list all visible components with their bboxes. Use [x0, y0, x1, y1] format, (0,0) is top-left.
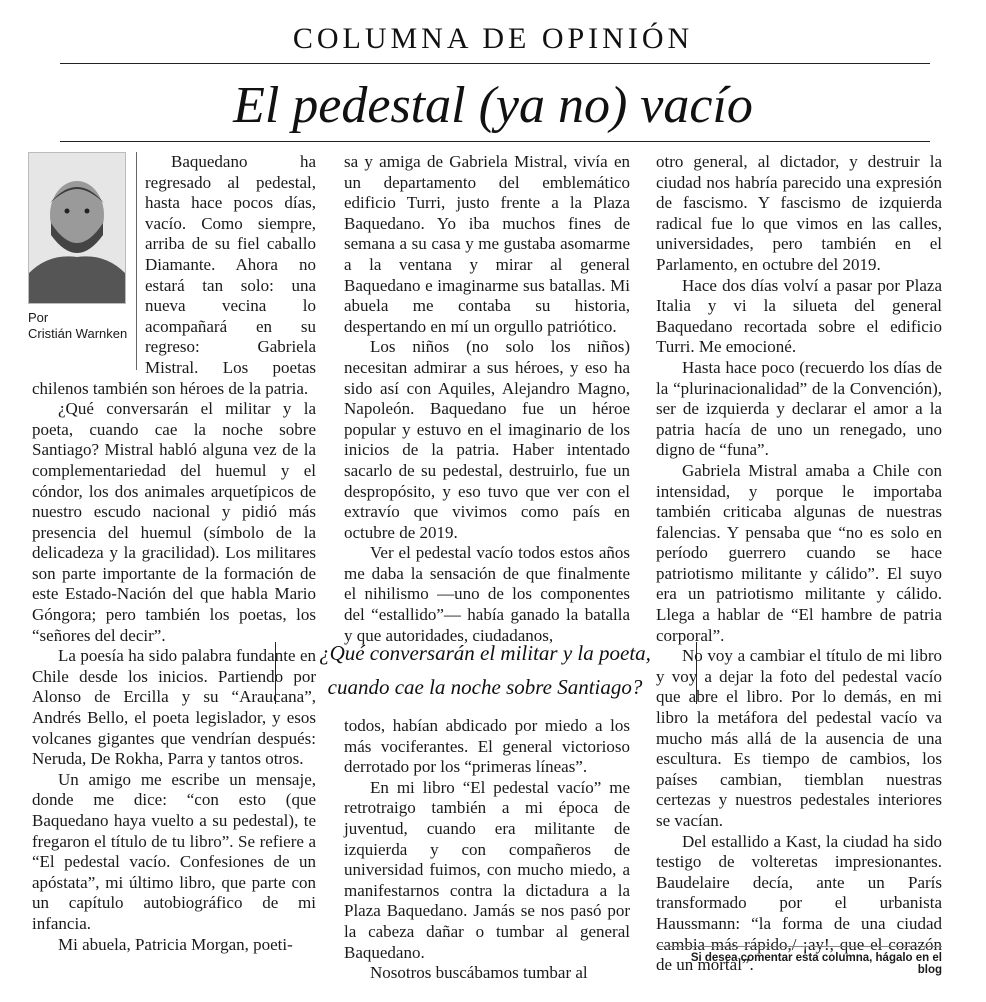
byline-author: Cristián Warnken	[28, 326, 128, 341]
divider	[60, 141, 930, 142]
paragraph: Los niños (no solo los niños) necesitan admirar a sus héroes, y eso ha sido así con Aquiles, Alejandro Magno, Napoleón. Baquedano fue un héroe popular y estuvo en el imaginario de los inicios de la patria. Haber intentado sacarlo de su pedestal, destruirlo, fue un despropósito, y eso tuvo que ver con el extravío que vivimos como país en octubre de 2019.	[344, 337, 630, 542]
section-title: COLUMNA DE OPINIÓN	[292, 22, 694, 55]
paragraph: Ver el pedestal vacío todos estos años me daba la sensación de que finalmente el nihilismo —uno de los componentes del “estallido”— había ganado la batalla y que autoridades, ciudadanos,	[344, 543, 630, 645]
footer-rule	[656, 946, 942, 947]
paragraph: La poesía ha sido palabra fundante en Chile desde los inicios. Partiendo por Alonso de Ercilla y su “Araucana”, Andrés Bello, el poeta legislador, y esos volcanes gigantes que vendrían después: Neruda, De Rokha, Parra y tantos otros.	[32, 646, 316, 769]
column-2-bottom	[344, 716, 630, 984]
paragraph: ¿Qué conversarán el militar y la poeta, cuando cae la noche sobre Santiago? Mistral habló alguna vez de la complementariedad del huemul y el cóndor, los dos animales arquetípicos de nuestro escudo nacional y pidió más presencia del huemul (símbolo de la delicadeza y la gracilidad). Los militares son parte importante de la formación de este Estado-Nación del que habla Mario Góngora; pero también los poetas, los “señores del decir”.	[32, 399, 316, 645]
author-photo-box	[28, 152, 137, 370]
column-1	[28, 152, 316, 955]
footer-note: Si desea comentar esta columna, hágalo en el blog	[690, 952, 942, 976]
paragraph: Del estallido a Kast, la ciudad ha sido testigo de volteretas impresionantes. Baudelaire decía, ante un París transformado por el urbanista Haussmann: “la forma de una ciudad cambia más rápido,/ ¡ay!, que el corazón de un mortal”.	[656, 831, 942, 975]
column-3	[656, 152, 942, 976]
paragraph: Gabriela Mistral amaba a Chile con intensidad, y porque le importaba también criticaba algunas de nuestras falencias. Y pensaba que “no es solo en período guerrero cuando se hace patriotismo militante y cálido”. El suyo era un patriotismo militante y cálido. Llega a hablar de “El hambre de patria corporal”.	[656, 460, 942, 645]
paragraph: Hace dos días volví a pasar por Plaza Italia y vi la silueta del general Baquedano recortada sobre el edificio Turri. Me emocioné.	[656, 275, 942, 357]
paragraph: Un amigo me escribe un mensaje, donde me dice: “con esto (que Baquedano haya vuelto a su pedestal), te fregaron el título de tu libro”. Se refiere a “El pedestal vacío. Confesiones de un apóstata”, mi último libro, que parte con un capítulo autobiográfico de mi infancia.	[32, 769, 316, 933]
divider	[60, 63, 930, 64]
paragraph: otro general, al dictador, y destruir la ciudad nos habría parecido una expresión de fascismo. Y fascismo de izquierda radical fue lo que vimos en las calles, universidades, pero también en el Parlamento, en octubre del 2019.	[656, 152, 942, 274]
pull-quote	[315, 636, 655, 704]
author-photo	[28, 152, 126, 304]
paragraph: todos, habían abdicado por miedo a los más vociferantes. El general victorioso derrotado por los “primeras líneas”.	[344, 716, 630, 777]
paragraph: No voy a cambiar el título de mi libro y voy a dejar la foto del pedestal vacío que abre el libro. Por lo demás, en mi libro la metáfora del pedestal vacío va mucho más allá de la ausencia de una escultura. Es tiempo de cambios, los países cambian, tiemblan nuestras certezas y nuestros pedestales interiores se vacían.	[656, 646, 942, 830]
byline-prefix: Por	[28, 310, 49, 325]
paragraph: Nosotros buscábamos tumbar al	[370, 963, 588, 983]
paragraph: Hasta hace poco (recuerdo los días de la “plurinacionalidad” de la Convención), ser de izquierda y declarar el amor a la patria hacía de uno un renegado, uno digno de “funa”.	[656, 357, 942, 460]
column-2-top	[344, 152, 630, 646]
quote-bar-left	[275, 642, 276, 704]
paragraph: Mi abuela, Patricia Morgan, poeti-	[58, 934, 293, 954]
headline: El pedestal (ya no) vacío	[233, 77, 753, 134]
paragraph: En mi libro “El pedestal vacío” me retrotraigo también a mi época de juventud, cuando era militante de izquierda y con compañeros de universidad fuimos, con mucho miedo, a manifestarnos contra la dictadura a la Plaza Baquedano. Jamás se nos pasó por la cabeza dañar o tumbar al general Baquedano.	[344, 777, 630, 962]
paragraph: Baquedano ha regresado al pedestal, hasta hace pocos días, vacío. Como siempre, arriba de su fiel caballo Diamante. Ahora no estará tan solo: una nueva vecina lo acompañará en su regreso: Gabriela Mistral. Los poetas chilenos también son héroes de la patria.	[32, 152, 316, 398]
pull-quote-line: ¿Qué conversarán el militar y la poeta,	[319, 641, 651, 665]
pull-quote-line: cuando cae la noche sobre Santiago?	[327, 675, 643, 699]
paragraph: sa y amiga de Gabriela Mistral, vivía en un departamento del emblemático edificio Turri, justo frente a la Plaza Baquedano. Yo iba muchos fines de semana a su casa y me gustaba asomarme a la ventana y mirar al general Baquedano e imaginarme sus batallas. Mi abuela me contaba su historia, despertando en mí un orgullo patriótico.	[344, 152, 630, 336]
